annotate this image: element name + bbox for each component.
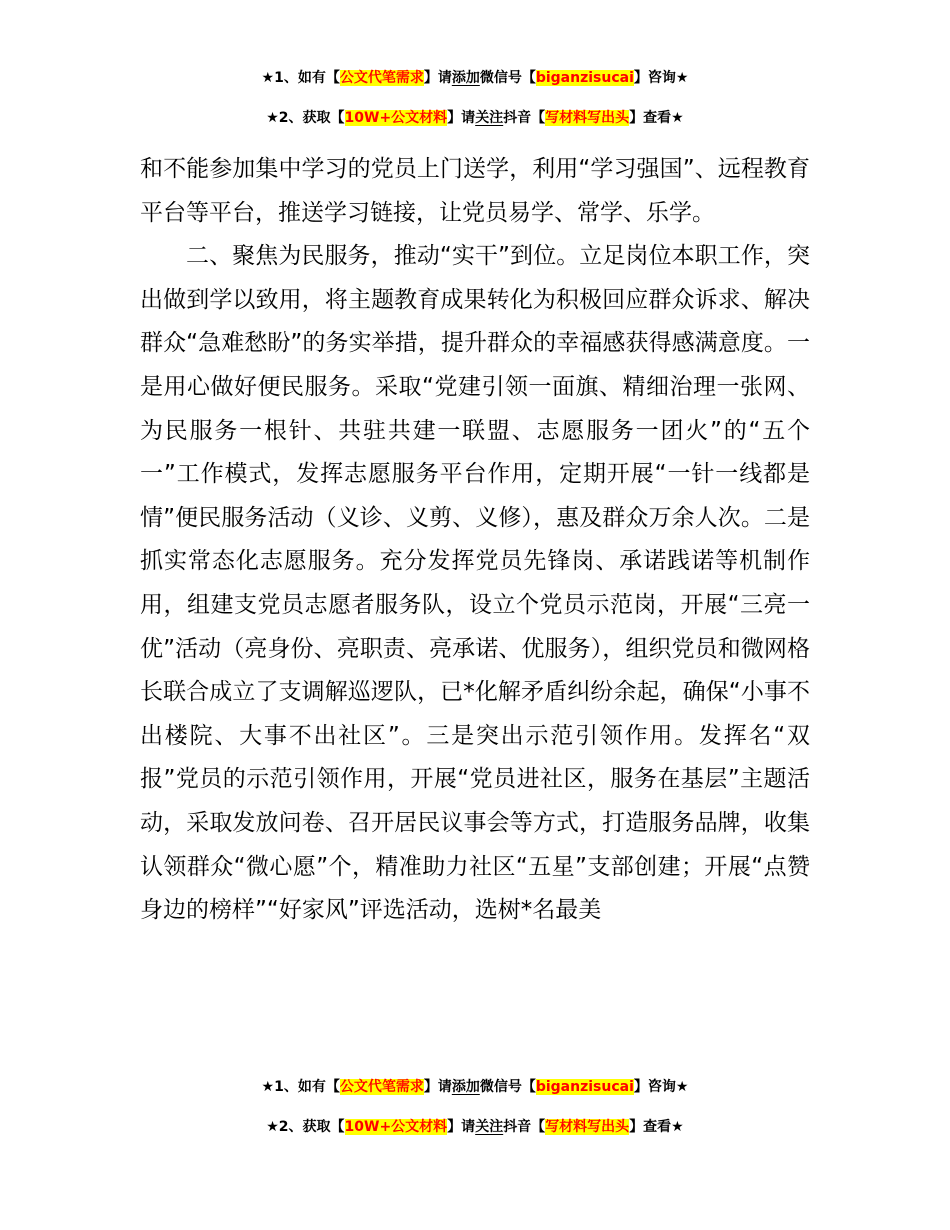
highlight-materials: 10W+公文材料 bbox=[344, 1119, 448, 1135]
underline-follow: 关注 bbox=[475, 1119, 504, 1135]
paragraph-2: 二、聚焦为民服务，推动“实干”到位。立足岗位本职工作，突出做到学以致用，将主题教育成果转化为积极回应群众诉求、解决群众“急难愁盼”的务实举措，提升群众的幸福感获得感满意度。一是用心做好便民服务。采取“党建引领一面旗、精细治理一张网、为民服务一根针、共驻共建一联盟、志愿服务一团火”的“五个一”工作模式，发挥志愿服务平台作用，定期开展“一针一线都是情”便民服务活动（义诊、义剪、义修），惠及群众万余人次。二是抓实常态化志愿服务。充分发挥党员先锋岗、承诺践诺等机制作用，组建支党员志愿者服务队，设立个党员示范岗，开展“三亮一优”活动（亮身份、亮职责、亮承诺、优服务），组织党员和微网格长联合成立了支调解巡逻队，已*化解矛盾纠纷余起，确保“小事不出楼院、大事不出社区”。三是突出示范引领作用。发挥名“双报”党员的示范引领作用，开展“党员进社区，服务在基层”主题活动，采取发放问卷、召开居民议事会等方式，打造服务品牌，收集认领群众“微心愿”个，精准助力社区“五星”支部创建；开展“点赞身边的榜样”“好家风”评选活动，选树*名最美 bbox=[140, 243, 810, 924]
underline-follow: 关注 bbox=[475, 110, 504, 126]
highlight-service: 公文代笔需求 bbox=[339, 1079, 424, 1095]
highlight-materials: 10W+公文材料 bbox=[344, 110, 448, 126]
highlight-douyin-id: 写材料写出头 bbox=[545, 1119, 630, 1135]
highlight-service: 公文代笔需求 bbox=[339, 70, 424, 86]
highlight-douyin-id: 写材料写出头 bbox=[545, 110, 630, 126]
underline-add: 添加 bbox=[451, 1079, 480, 1095]
footer-banner bbox=[0, 1075, 950, 1155]
document-body bbox=[140, 148, 810, 933]
underline-add: 添加 bbox=[451, 70, 480, 86]
banner-line-2: ★2、获取【10W+公文材料】请关注抖音【写材料写出头】查看★ bbox=[266, 1119, 684, 1135]
highlight-wechat-id: biganzisucai bbox=[535, 1079, 634, 1095]
highlight-wechat-id: biganzisucai bbox=[535, 70, 634, 86]
banner-line-1: ★1、如有【公文代笔需求】请添加微信号【biganzisucai】咨询★ bbox=[261, 70, 689, 86]
paragraph-1: 和不能参加集中学习的党员上门送学，利用“学习强国”、远程教育平台等平台，推送学习链接，让党员易学、常学、乐学。 bbox=[140, 156, 810, 226]
header-banner bbox=[0, 66, 950, 146]
banner-line-2: ★2、获取【10W+公文材料】请关注抖音【写材料写出头】查看★ bbox=[266, 110, 684, 126]
banner-line-1: ★1、如有【公文代笔需求】请添加微信号【biganzisucai】咨询★ bbox=[261, 1079, 689, 1095]
